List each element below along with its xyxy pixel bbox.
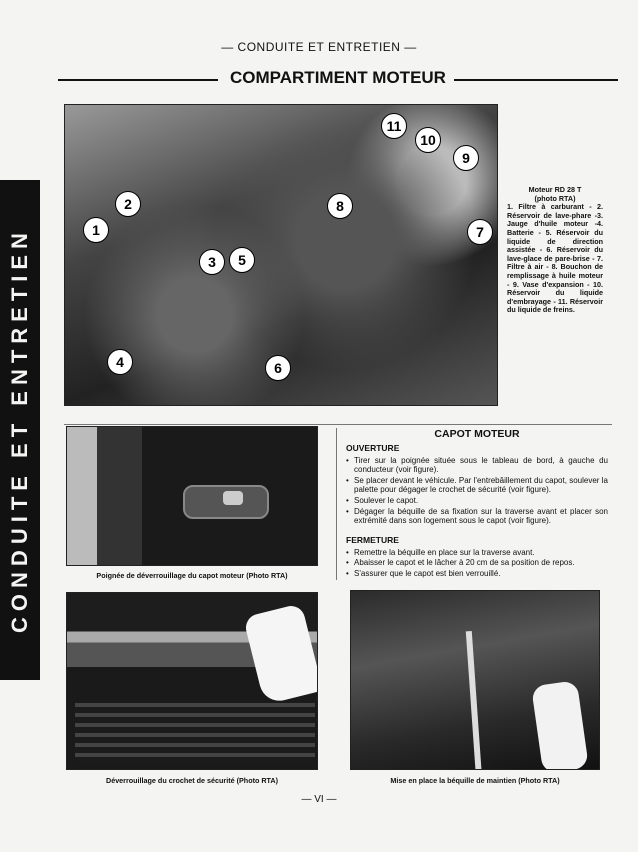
engine-legend (507, 186, 603, 315)
radiator-grille (75, 703, 315, 763)
hood-section-title: CAPOT MOTEUR (434, 428, 520, 440)
section-divider-vertical (336, 428, 337, 580)
prop-rod (466, 631, 482, 770)
callout-3: 3 (199, 249, 225, 275)
callout-9: 9 (453, 145, 479, 171)
section-divider-horizontal (64, 424, 612, 425)
opening-steps (346, 456, 608, 526)
callout-6: 6 (265, 355, 291, 381)
callout-4: 4 (107, 349, 133, 375)
hand-illustration (243, 603, 318, 705)
engine-legend-text: 1. Filtre à carburant - 2. Réservoir de lave-phare -3. Jauge d'huile moteur -4. Batterie - 5. Réservoir du liquide de direction assistée - 6. Réservoir du lave-glace de pare-brise - 7. Filtre à air - 8. Bouchon de remplissage à huile moteur - 9. Vase d'expansion - 10. Réservoir du liquide d'embrayage - 11. Réservoir du liquide de freins. (507, 202, 603, 315)
callout-1: 1 (83, 217, 109, 243)
closing-step: • S'assurer que le capot est bien verrouillé. (346, 569, 608, 579)
hood-release-photo (66, 426, 318, 566)
closing-step: • Abaisser le capot et le lâcher à 20 cm de sa position de repos. (346, 558, 608, 568)
engine-legend-title: Moteur RD 28 T (528, 185, 582, 194)
callout-5: 5 (229, 247, 255, 273)
running-head: — CONDUITE ET ENTRETIEN — (221, 40, 417, 54)
opening-step: • Dégager la béquille de sa fixation sur la traverse avant et placer son extrémité dans son logement sous le capot (voir figure). (346, 507, 608, 526)
page-title: COMPARTIMENT MOTEUR (222, 68, 454, 87)
prop-rod-caption: Mise en place la béquille de maintien (Photo RTA) (390, 776, 560, 785)
callout-7: 7 (467, 219, 493, 245)
callout-2: 2 (115, 191, 141, 217)
page-number: — VI — (301, 794, 337, 805)
closing-heading: FERMETURE (346, 535, 399, 545)
callout-8: 8 (327, 193, 353, 219)
opening-step: • Se placer devant le véhicule. Par l'entrebâillement du capot, soulever la palette pour dégager le crochet de sécurité (voir figure). (346, 476, 608, 495)
handle-detail (223, 491, 243, 505)
opening-instructions (346, 444, 608, 527)
engine-bay-photo (64, 104, 498, 406)
opening-step: • Tirer sur la poignée située sous le tableau de bord, à gauche du conducteur (voir figure). (346, 456, 608, 475)
hand-illustration (531, 680, 589, 770)
opening-heading: OUVERTURE (346, 443, 400, 453)
closing-instructions (346, 536, 608, 579)
engine-legend-source: (photo RTA) (534, 193, 576, 203)
callout-10: 10 (415, 127, 441, 153)
closing-steps (346, 548, 608, 579)
callout-11: 11 (381, 113, 407, 139)
safety-hook-caption: Déverrouillage du crochet de sécurité (Photo RTA) (106, 776, 278, 785)
prop-rod-photo (350, 590, 600, 770)
page-title-row (58, 68, 618, 92)
release-handle-caption: Poignée de déverrouillage du capot moteur (Photo RTA) (96, 571, 288, 580)
opening-step: • Soulever le capot. (346, 496, 608, 506)
side-tab-label: CONDUITE ET ENTRETIEN (7, 227, 32, 633)
closing-step: • Remettre la béquille en place sur la traverse avant. (346, 548, 608, 558)
safety-hook-photo (66, 592, 318, 770)
